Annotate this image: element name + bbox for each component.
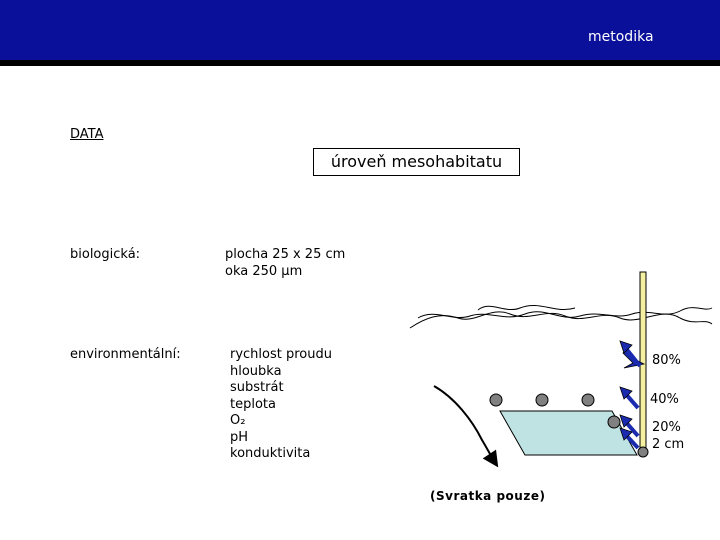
environmental-line: rychlost proudu [230,347,332,362]
depth-label-80: 80% [652,353,681,368]
depth-arrow-40 [620,387,638,408]
depth-label-20: 20% [652,420,681,435]
mesohabitat-level-box: úroveň mesohabitatu [313,148,520,176]
environmental-line: konduktivita [230,446,311,461]
marker-dot [582,394,594,406]
measuring-pole [640,272,646,452]
diagram-caption: (Svratka pouze) [430,489,546,503]
marker-dot [490,394,502,406]
environmental-line: pH [230,429,249,445]
depth-label-40: 40% [650,392,679,407]
water-surface-line [478,305,575,310]
depth-label-2cm: 2 cm [652,437,685,452]
pole-base [638,447,648,457]
biological-line: plocha 25 x 25 cm [225,247,346,262]
marker-dot [608,416,620,428]
environmental-label: environmentální: [70,347,181,362]
environmental-line: O₂ [230,413,246,428]
biological-label: biologická: [70,247,141,262]
data-heading: DATA [70,127,104,142]
slide-section-title: metodika [588,29,654,45]
environmental-line: hloubka [230,363,282,379]
flow-direction-arrow [434,386,496,464]
biological-line: oka 250 µm [225,263,303,279]
marker-dot [536,394,548,406]
environmental-line: teplota [230,396,276,412]
environmental-line: substrát [230,380,284,395]
